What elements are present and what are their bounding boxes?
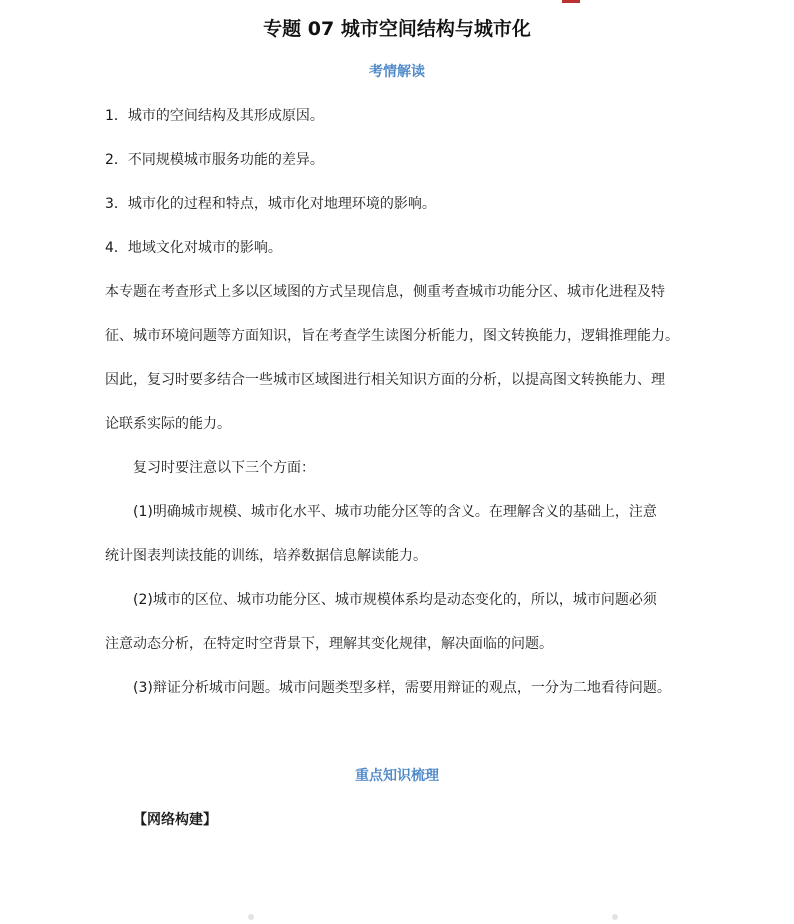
paragraph-line: 征、城市环境问题等方面知识，旨在考查学生读图分析能力，图文转换能力，逻辑推理能力。 xyxy=(105,328,679,344)
section-heading-key-knowledge: 重点知识梳理 xyxy=(355,768,439,784)
exam-point-2: 2．不同规模城市服务功能的差异。 xyxy=(105,152,324,168)
review-point-2-line: (2)城市的区位、城市功能分区、城市规模体系均是动态变化的，所以，城市问题必须 xyxy=(133,592,657,608)
scan-dot xyxy=(248,914,254,920)
review-point-2-line: 注意动态分析，在特定时空背景下，理解其变化规律，解决面临的问题。 xyxy=(105,636,553,652)
exam-point-3: 3．城市化的过程和特点，城市化对地理环境的影响。 xyxy=(105,196,436,212)
review-point-1-line: 统计图表判读技能的训练，培养数据信息解读能力。 xyxy=(105,548,427,564)
exam-point-1: 1．城市的空间结构及其形成原因。 xyxy=(105,108,324,124)
top-color-mark xyxy=(562,0,580,3)
paragraph-line: 本专题在考查形式上多以区域图的方式呈现信息，侧重考查城市功能分区、城市化进程及特 xyxy=(105,284,665,300)
subsection-heading-network: 【网络构建】 xyxy=(133,812,217,828)
section-heading-exam-analysis: 考情解读 xyxy=(369,64,425,80)
document-title: 专题 07 城市空间结构与城市化 xyxy=(263,18,531,40)
review-intro: 复习时要注意以下三个方面： xyxy=(133,460,315,476)
exam-point-4: 4．地域文化对城市的影响。 xyxy=(105,240,282,256)
paragraph-line: 论联系实际的能力。 xyxy=(105,416,231,432)
scan-dot xyxy=(612,914,618,920)
review-point-1-line: (1)明确城市规模、城市化水平、城市功能分区等的含义。在理解含义的基础上，注意 xyxy=(133,504,657,520)
review-point-3-line: (3)辩证分析城市问题。城市问题类型多样，需要用辩证的观点，一分为二地看待问题。 xyxy=(133,680,671,696)
paragraph-line: 因此，复习时要多结合一些城市区域图进行相关知识方面的分析，以提高图文转换能力、理 xyxy=(105,372,665,388)
